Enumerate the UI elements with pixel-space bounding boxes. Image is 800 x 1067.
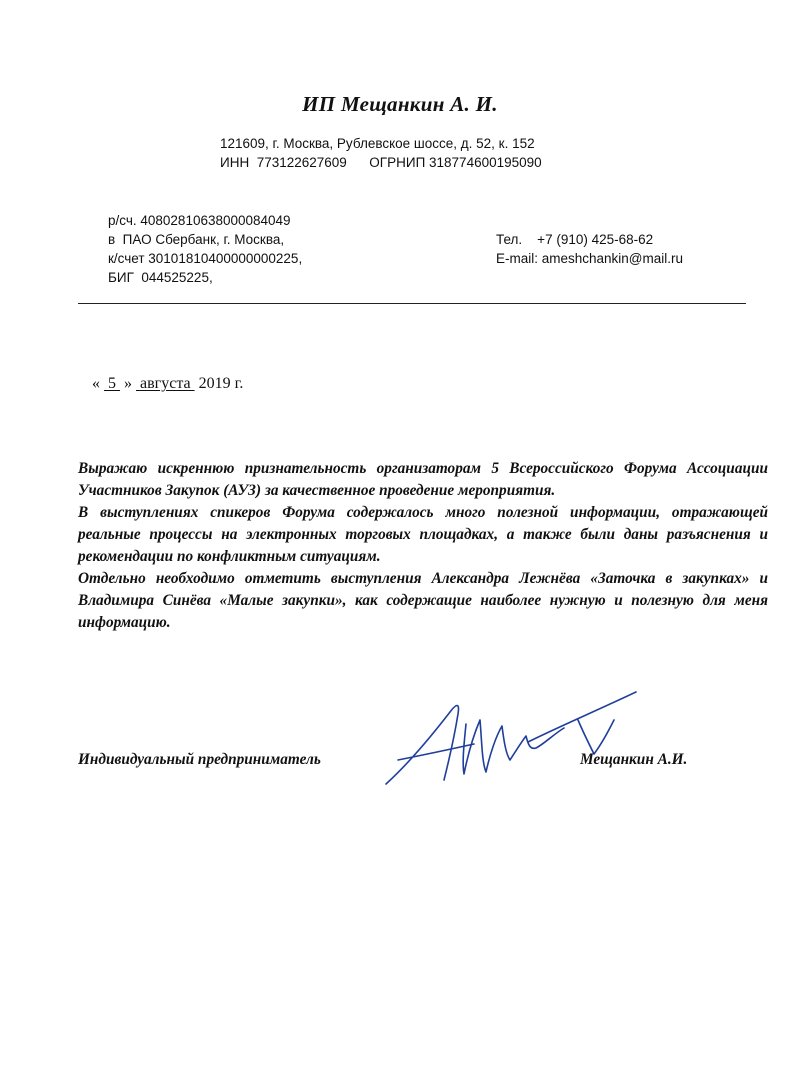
letter-body	[78, 458, 768, 634]
bank-account: р/сч. 40802810638000084049	[108, 213, 291, 228]
bank-bik: БИГ 044525225,	[108, 270, 213, 285]
date-year: 2019 г.	[194, 375, 244, 392]
bank-name: в ПАО Сбербанк, г. Москва,	[108, 232, 285, 247]
signatory-name: Мещанкин А.И.	[580, 751, 688, 768]
signatory-role: Индивидуальный предприниматель	[78, 751, 321, 768]
date-close-quote: »	[120, 375, 136, 392]
body-paragraph-3	[78, 568, 768, 634]
date-open-quote: «	[92, 375, 104, 392]
date-month: августа	[136, 375, 195, 392]
letterhead-title: ИП Мещанкин А. И.	[302, 92, 498, 116]
body-paragraph-2-text: В выступлениях спикеров Форума содержалось много полезной информации, отражающей реальные процессы на электронных торговых площадках, а также были даны разъяснения и рекомендации по конфликтным ситуациям.	[78, 504, 768, 565]
body-paragraph-1-text: Выражаю искреннюю признательность организаторам 5 Всероссийского Форума Ассоциации Участников Закупок (АУЗ) за качественное проведение мероприятия.	[78, 460, 768, 499]
body-paragraph-3-text: Отдельно необходимо отметить выступления Александра Лежнёва «Заточка в закупках» и Владимира Синёва «Малые закупки», как содержащие наиболее нужную и полезную для меня информацию.	[78, 570, 768, 631]
contact-details	[496, 230, 756, 268]
contact-phone: Тел. +7 (910) 425-68-62	[496, 232, 654, 247]
letter-date	[92, 375, 243, 393]
bank-details	[108, 211, 438, 287]
bank-corr-account: к/счет 30101810400000000225,	[108, 251, 303, 266]
date-day: 5	[104, 375, 120, 392]
body-paragraph-2	[78, 502, 768, 568]
body-paragraph-1	[78, 458, 768, 502]
handwritten-signature	[378, 684, 648, 794]
letterhead-address: 121609, г. Москва, Рублевское шоссе, д. 52, к. 152	[220, 136, 535, 151]
letterhead-tax-ids: ИНН 773122627609 ОГРНИП 318774600195090	[220, 155, 542, 170]
contact-email: E-mail: ameshchankin@mail.ru	[496, 251, 684, 266]
header-divider	[78, 303, 746, 304]
